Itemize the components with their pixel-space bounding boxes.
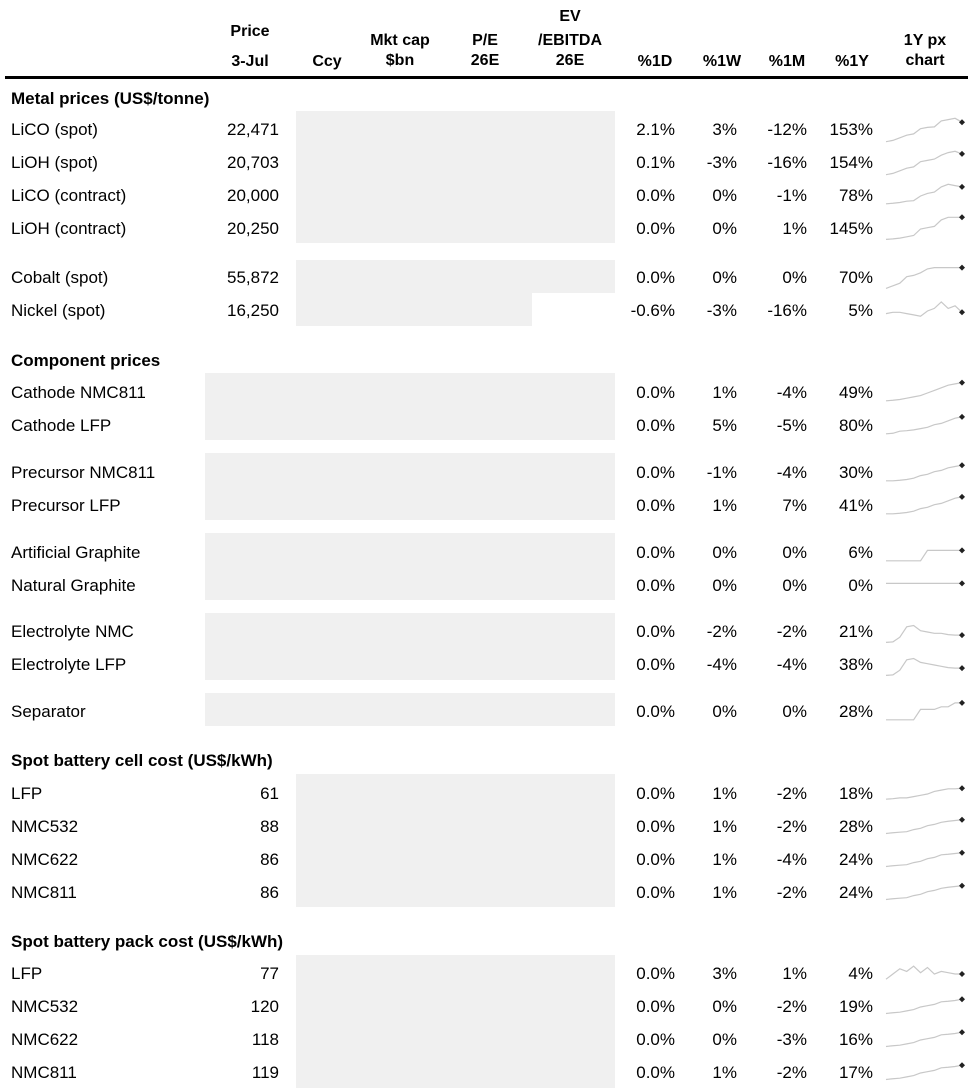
row-label: LFP <box>11 784 43 803</box>
row-label: Electrolyte LFP <box>11 655 127 674</box>
row-change-1d: 0.0% <box>636 543 675 562</box>
sparkline-line <box>886 217 962 239</box>
row-label: Precursor NMC811 <box>11 463 156 482</box>
table-row <box>0 1023 973 1056</box>
row-label: NMC532 <box>11 817 79 836</box>
row-change-1d: 0.0% <box>636 383 675 402</box>
row-change-1d: 0.0% <box>636 496 675 515</box>
row-label: Separator <box>11 702 86 721</box>
sparkline-line <box>886 820 962 834</box>
row-change-1y: 24% <box>838 850 873 869</box>
row-change-1m: -4% <box>776 383 807 402</box>
row-change-1m: -2% <box>776 622 807 641</box>
row-change-1m: -12% <box>767 120 807 139</box>
row-price: 119 <box>251 1063 279 1082</box>
sparkline-line <box>886 853 962 867</box>
row-change-1w: 1% <box>712 817 737 836</box>
row-change-1y: 153% <box>829 120 873 139</box>
sparkline-line <box>886 151 962 174</box>
row-change-1m: -2% <box>776 883 807 902</box>
sparkline-chart <box>880 489 968 522</box>
section-metal-prices: Metal prices (US$/tonne) <box>11 89 210 108</box>
sparkline-line <box>886 999 962 1013</box>
row-change-1y: 28% <box>838 702 873 721</box>
row-change-1y: 0% <box>848 576 873 595</box>
row-label: NMC532 <box>11 997 79 1016</box>
sparkline-end-marker <box>959 151 965 157</box>
row-change-1y: 6% <box>848 543 873 562</box>
header-rule <box>5 76 968 79</box>
row-price: 20,000 <box>227 186 279 205</box>
row-price: 61 <box>260 784 279 803</box>
row-change-1m: -16% <box>767 153 807 172</box>
row-change-1w: 3% <box>712 120 737 139</box>
row-change-1d: 0.0% <box>636 622 675 641</box>
sparkline-line <box>886 1065 962 1079</box>
mktcap-header: Mkt cap $bn <box>370 32 430 69</box>
row-change-1w: -4% <box>706 655 737 674</box>
sparkline-chart <box>880 261 968 294</box>
sparkline-end-marker <box>959 850 965 856</box>
table-row <box>0 456 973 489</box>
row-change-1w: 0% <box>712 186 737 205</box>
sparkline-end-marker <box>959 184 965 190</box>
sparkline-chart <box>880 843 968 876</box>
sparkline-line <box>886 788 962 799</box>
row-price: 16,250 <box>227 301 279 320</box>
y1-header: %1Y <box>835 53 869 70</box>
sparkline-chart <box>880 990 968 1023</box>
table-row <box>0 536 973 569</box>
sparkline-chart <box>880 1056 968 1089</box>
row-change-1w: 0% <box>712 268 737 287</box>
row-change-1m: -2% <box>776 1063 807 1082</box>
row-change-1d: -0.6% <box>630 301 675 320</box>
row-change-1w: 1% <box>712 850 737 869</box>
sparkline-line <box>886 184 962 204</box>
row-change-1m: -1% <box>776 186 807 205</box>
sparkline-chart <box>880 648 968 681</box>
sparkline-chart <box>880 695 968 728</box>
sparkline-chart <box>880 615 968 648</box>
sparkline-chart <box>880 409 968 442</box>
row-label: LiOH (spot) <box>11 153 98 172</box>
row-change-1y: 30% <box>838 463 873 482</box>
row-change-1y: 5% <box>848 301 873 320</box>
row-label: Cathode LFP <box>11 416 112 435</box>
d1-header: %1D <box>637 53 673 70</box>
row-change-1w: 5% <box>712 416 737 435</box>
row-change-1d: 0.0% <box>636 655 675 674</box>
sparkline-end-marker <box>959 632 965 638</box>
sparkline-end-marker <box>959 971 965 977</box>
row-label: Artificial Graphite <box>11 543 141 562</box>
price-header: Price 3-Jul <box>230 23 270 70</box>
m1-header: %1M <box>768 53 806 70</box>
table-row <box>0 569 973 602</box>
table-row <box>0 990 973 1023</box>
row-label: Nickel (spot) <box>11 301 106 320</box>
row-price: 86 <box>260 883 279 902</box>
row-change-1w: 0% <box>712 576 737 595</box>
row-change-1y: 80% <box>838 416 873 435</box>
table-row <box>0 261 973 294</box>
table-row <box>0 957 973 990</box>
w1-header: %1W <box>702 53 742 70</box>
row-change-1m: 1% <box>782 964 807 983</box>
sparkline-line <box>886 626 962 643</box>
row-label: LiCO (spot) <box>11 120 98 139</box>
sparkline-end-marker <box>959 494 965 500</box>
sparkline-line <box>886 966 962 979</box>
row-change-1w: 1% <box>712 784 737 803</box>
row-change-1m: -16% <box>767 301 807 320</box>
row-change-1y: 145% <box>829 219 873 238</box>
row-change-1m: 0% <box>782 702 807 721</box>
row-change-1w: 0% <box>712 1030 737 1049</box>
table-row <box>0 212 973 245</box>
row-change-1d: 0.0% <box>636 784 675 803</box>
row-change-1w: 0% <box>712 997 737 1016</box>
row-price: 77 <box>260 964 279 983</box>
row-change-1y: 24% <box>838 883 873 902</box>
row-change-1y: 18% <box>838 784 873 803</box>
row-change-1d: 0.0% <box>636 576 675 595</box>
ccy-header: Ccy <box>312 53 342 70</box>
table-row <box>0 146 973 179</box>
sparkline-line <box>886 302 962 316</box>
row-change-1y: 38% <box>838 655 873 674</box>
table-row <box>0 777 973 810</box>
row-change-1w: -1% <box>706 463 737 482</box>
row-change-1d: 0.1% <box>636 153 675 172</box>
row-change-1d: 0.0% <box>636 817 675 836</box>
section-component-prices: Component prices <box>11 351 161 370</box>
table-row <box>0 648 973 681</box>
table-row <box>0 409 973 442</box>
section-cell-cost: Spot battery cell cost (US$/kWh) <box>11 751 273 770</box>
sparkline-chart <box>880 569 968 602</box>
row-change-1y: 19% <box>838 997 873 1016</box>
row-label: Electrolyte NMC <box>11 622 134 641</box>
sparkline-end-marker <box>959 119 965 125</box>
row-label: NMC622 <box>11 1030 79 1049</box>
sparkline-chart <box>880 957 968 990</box>
sparkline-end-marker <box>959 883 965 889</box>
sparkline-line <box>886 268 962 289</box>
sparkline-line <box>886 417 962 434</box>
row-change-1w: 1% <box>712 383 737 402</box>
sparkline-line <box>886 886 962 900</box>
row-change-1y: 17% <box>838 1063 873 1082</box>
row-change-1y: 41% <box>838 496 873 515</box>
row-change-1d: 0.0% <box>636 997 675 1016</box>
row-change-1d: 0.0% <box>636 702 675 721</box>
row-label: Cathode NMC811 <box>11 383 146 402</box>
ev-ebitda-header: EV /EBITDA 26E <box>538 8 602 69</box>
row-label: LiCO (contract) <box>11 186 127 205</box>
row-change-1m: -2% <box>776 997 807 1016</box>
sparkline-line <box>886 659 962 676</box>
sparkline-end-marker <box>959 785 965 791</box>
table-row <box>0 489 973 522</box>
sparkline-chart <box>880 113 968 146</box>
row-price: 22,471 <box>227 120 279 139</box>
row-change-1d: 0.0% <box>636 219 675 238</box>
pe-header: P/E 26E <box>470 32 500 69</box>
sparkline-end-marker <box>959 462 965 468</box>
table-row <box>0 376 973 409</box>
row-label: LiOH (contract) <box>11 219 127 238</box>
row-change-1d: 0.0% <box>636 883 675 902</box>
row-change-1w: -3% <box>706 301 737 320</box>
sparkline-chart <box>880 376 968 409</box>
table-row <box>0 1056 973 1089</box>
table-row <box>0 695 973 728</box>
row-price: 20,703 <box>227 153 279 172</box>
sparkline-end-marker <box>959 1062 965 1068</box>
sparkline-chart <box>880 536 968 569</box>
sparkline-end-marker <box>959 547 965 553</box>
row-change-1m: 1% <box>782 219 807 238</box>
table-row <box>0 843 973 876</box>
row-change-1w: 1% <box>712 883 737 902</box>
row-change-1w: -3% <box>706 153 737 172</box>
sparkline-chart <box>880 810 968 843</box>
row-change-1d: 2.1% <box>636 120 675 139</box>
row-change-1y: 28% <box>838 817 873 836</box>
row-label: NMC622 <box>11 850 79 869</box>
row-change-1w: 3% <box>712 964 737 983</box>
sparkline-end-marker <box>959 700 965 706</box>
chart-header: 1Y px chart <box>903 32 947 69</box>
row-change-1d: 0.0% <box>636 268 675 287</box>
row-change-1d: 0.0% <box>636 1030 675 1049</box>
sparkline-end-marker <box>959 380 965 386</box>
sparkline-line <box>886 383 962 401</box>
row-change-1w: 0% <box>712 219 737 238</box>
row-change-1m: -5% <box>776 416 807 435</box>
sparkline-chart <box>880 876 968 909</box>
table-row <box>0 294 973 327</box>
sparkline-chart <box>880 294 968 327</box>
sparkline-end-marker <box>959 665 965 671</box>
section-pack-cost: Spot battery pack cost (US$/kWh) <box>11 932 284 951</box>
row-price: 86 <box>260 850 279 869</box>
row-change-1m: -4% <box>776 655 807 674</box>
sparkline-chart <box>880 212 968 245</box>
sparkline-line <box>886 703 962 720</box>
row-price: 88 <box>260 817 279 836</box>
row-change-1w: 0% <box>712 702 737 721</box>
row-change-1d: 0.0% <box>636 964 675 983</box>
row-change-1m: 0% <box>782 543 807 562</box>
row-change-1m: 7% <box>782 496 807 515</box>
row-price: 55,872 <box>227 268 279 287</box>
row-price: 120 <box>250 997 279 1016</box>
sparkline-end-marker <box>959 580 965 586</box>
row-change-1m: -3% <box>776 1030 807 1049</box>
row-change-1w: 0% <box>712 543 737 562</box>
sparkline-line <box>886 1032 962 1046</box>
table-row <box>0 179 973 212</box>
row-change-1d: 0.0% <box>636 463 675 482</box>
row-change-1y: 49% <box>838 383 873 402</box>
table-row <box>0 876 973 909</box>
row-change-1y: 70% <box>838 268 873 287</box>
row-label: Precursor LFP <box>11 496 121 515</box>
row-price: 118 <box>251 1030 279 1049</box>
sparkline-chart <box>880 146 968 179</box>
row-change-1m: -4% <box>776 463 807 482</box>
row-label: Cobalt (spot) <box>11 268 109 287</box>
sparkline-chart <box>880 777 968 810</box>
sparkline-end-marker <box>959 996 965 1002</box>
row-change-1m: 0% <box>782 576 807 595</box>
row-change-1y: 154% <box>829 153 873 172</box>
sparkline-line <box>886 465 962 481</box>
row-change-1m: 0% <box>782 268 807 287</box>
row-label: Natural Graphite <box>11 576 136 595</box>
sparkline-end-marker <box>959 1029 965 1035</box>
sparkline-line <box>886 118 962 141</box>
row-change-1w: 1% <box>712 1063 737 1082</box>
row-change-1d: 0.0% <box>636 416 675 435</box>
table-row <box>0 113 973 146</box>
sparkline-line <box>886 550 962 560</box>
sparkline-chart <box>880 456 968 489</box>
sparkline-end-marker <box>959 414 965 420</box>
sparkline-chart <box>880 179 968 212</box>
sparkline-line <box>886 497 962 514</box>
row-change-1y: 4% <box>848 964 873 983</box>
row-change-1m: -2% <box>776 784 807 803</box>
row-change-1y: 16% <box>838 1030 873 1049</box>
row-price: 20,250 <box>227 219 279 238</box>
row-change-1y: 78% <box>838 186 873 205</box>
row-change-1d: 0.0% <box>636 186 675 205</box>
row-change-1y: 21% <box>838 622 873 641</box>
sparkline-chart <box>880 1023 968 1056</box>
row-change-1m: -4% <box>776 850 807 869</box>
row-label: NMC811 <box>11 1063 77 1082</box>
row-change-1w: 1% <box>712 496 737 515</box>
table-row <box>0 810 973 843</box>
row-label: NMC811 <box>11 883 77 902</box>
sparkline-end-marker <box>959 265 965 271</box>
row-label: LFP <box>11 964 43 983</box>
row-change-1d: 0.0% <box>636 1063 675 1082</box>
row-change-1w: -2% <box>706 622 737 641</box>
sparkline-end-marker <box>959 214 965 220</box>
row-change-1m: -2% <box>776 817 807 836</box>
row-change-1d: 0.0% <box>636 850 675 869</box>
sparkline-end-marker <box>959 817 965 823</box>
table-row <box>0 615 973 648</box>
